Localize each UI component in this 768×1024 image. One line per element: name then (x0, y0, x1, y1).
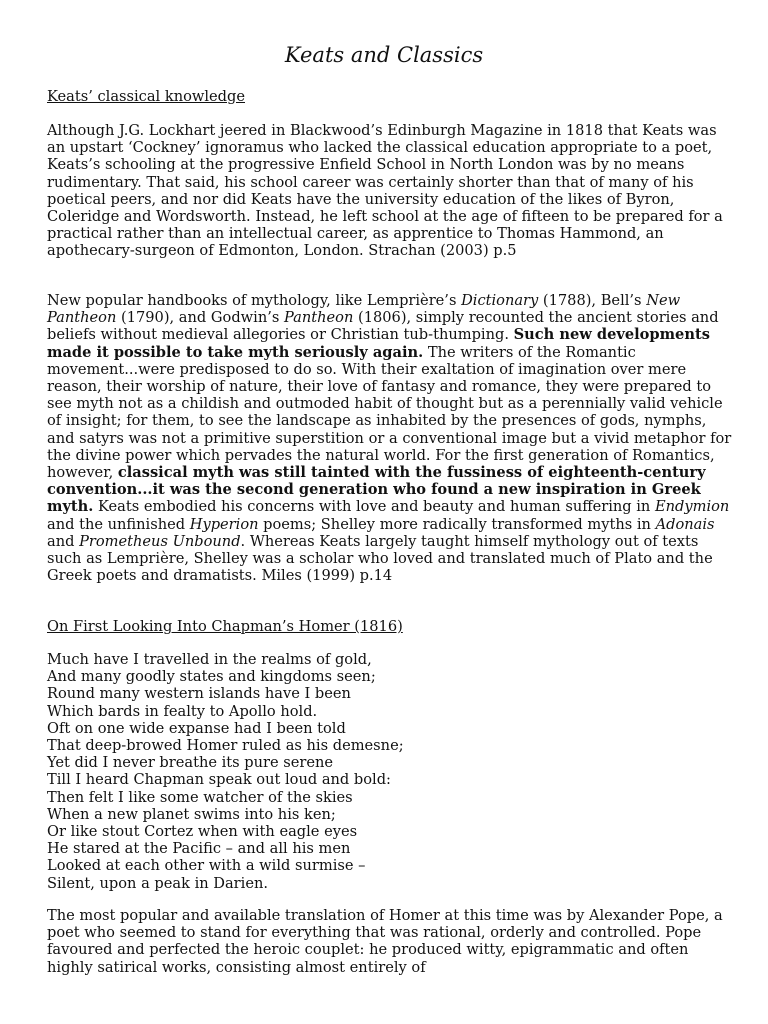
poem-line: Which bards in fealty to Apollo hold. (47, 702, 318, 720)
poem-line: Oft on one wide expanse had I been told (47, 719, 346, 737)
italic-dictionary: Dictionary (461, 292, 539, 309)
text-run: (1788), Bell’s (538, 292, 647, 309)
poem-line: Looked at each other with a wild surmise – (47, 857, 366, 875)
text-run: . Whereas Keats largely taught himself mythology out of texts such as Lemprière, Shelley was a scholar who loved and translated much of Plato and the Greek poets and dramatists. Miles (1999) p.14 (47, 532, 713, 585)
paragraph-lockhart: Although J.G. Lockhart jeered in Blackwood’s Edinburgh Magazine in 1818 that Keats was an upstart ‘Cockney’ ignoramus who lacked the classical education appropriate to a poet, Keats’s schooling at the progressive Enfield School in North London was by no means rudimentary. That said, his school career was certainly shorter than that of many of his poetical peers, and nor did Keats have the university education of the likes of Byron, Coleridge and Wordsworth. Instead, he left school at the age of fifteen to be prepared for a practical rather than an intellectual career, as apprentice to Thomas Hammond, an apothecary-surgeon of Edmonton, London. Strachan (2003) p.5 (47, 122, 723, 260)
text-run: poems; Shelley more radically transformed myths in (258, 515, 656, 533)
poem-line: He stared at the Pacific – and all his men (47, 840, 351, 858)
poem-line: And many goodly states and kingdoms seen; (47, 668, 376, 686)
italic-adonais: Adonais (655, 515, 715, 533)
poem-line: Yet did I never breathe its pure serene (47, 754, 334, 772)
italic-hyperion: Hyperion (189, 515, 259, 533)
text-run: and the unfinished (47, 515, 190, 533)
poem-line: That deep-browed Homer ruled as his demesne; (47, 737, 404, 755)
poem (47, 651, 737, 892)
italic-pantheon: Pantheon (284, 309, 354, 327)
poem-line: Or like stout Cortez when with eagle eyes (47, 823, 358, 841)
bold-classical-myth: classical myth was still tainted with the fussiness of eighteenth-century convention...it was the second generation who found a new inspiration in Greek myth. (47, 464, 706, 516)
section-heading-classical-knowledge: Keats’ classical knowledge (47, 88, 245, 105)
italic-new-pantheon: New Pantheon (47, 292, 681, 327)
paragraph-mythology (47, 292, 737, 584)
text-run: and (47, 532, 80, 550)
poem-line: Silent, upon a peak in Darien. (47, 874, 269, 892)
page-title: Keats and Classics (284, 43, 484, 67)
poem-line: Till I heard Chapman speak out loud and bold: (47, 771, 391, 789)
paragraph-pope: The most popular and available translation of Homer at this time was by Alexander Pope, a poet who seemed to stand for everything that was rational, orderly and controlled. Pope favoured and perfected the heroic couplet: he produced witty, epigrammatic and often highly satirical works, consisting almost entirely of (47, 907, 723, 976)
poem-line: When a new planet swims into his ken; (47, 805, 336, 823)
poem-line: Then felt I like some watcher of the skies (47, 788, 353, 806)
section-heading-chapmans-homer: On First Looking Into Chapman’s Homer (1816) (47, 618, 403, 635)
poem-line: Round many western islands have I been (47, 685, 351, 703)
text-run: (1806), simply recounted the ancient stories and beliefs without medieval allegories or Christian tub-thumping. (47, 309, 719, 344)
text-run: The writers of the Romantic movement...were predisposed to do so. With their exaltation of imagination over mere reason, their worship of nature, their love of fantasy and romance, they were prepared to see myth not as a childish and outmoded habit of thought but as a perennially valid vehicle of insight; for them, to see the landscape as inhabited by the presences of gods, nymphs, and satyrs was not a primitive superstition or a conventional image but a vivid metaphor for the divine power which pervades the natural world. For the first generation of Romantics, however, (47, 343, 732, 482)
italic-prometheus-unbound: Prometheus Unbound (79, 532, 241, 550)
italic-endymion: Endymion (654, 498, 730, 516)
bold-myth-seriously: Such new developments made it possible to take myth seriously again. (47, 326, 710, 361)
text-run: New popular handbooks of mythology, like Lemprière’s (47, 292, 462, 309)
text-run: Keats embodied his concerns with love and beauty and human suffering in (93, 498, 655, 516)
text-run: (1790), and Godwin’s (116, 309, 284, 327)
poem-line: Much have I travelled in the realms of gold, (47, 651, 372, 668)
